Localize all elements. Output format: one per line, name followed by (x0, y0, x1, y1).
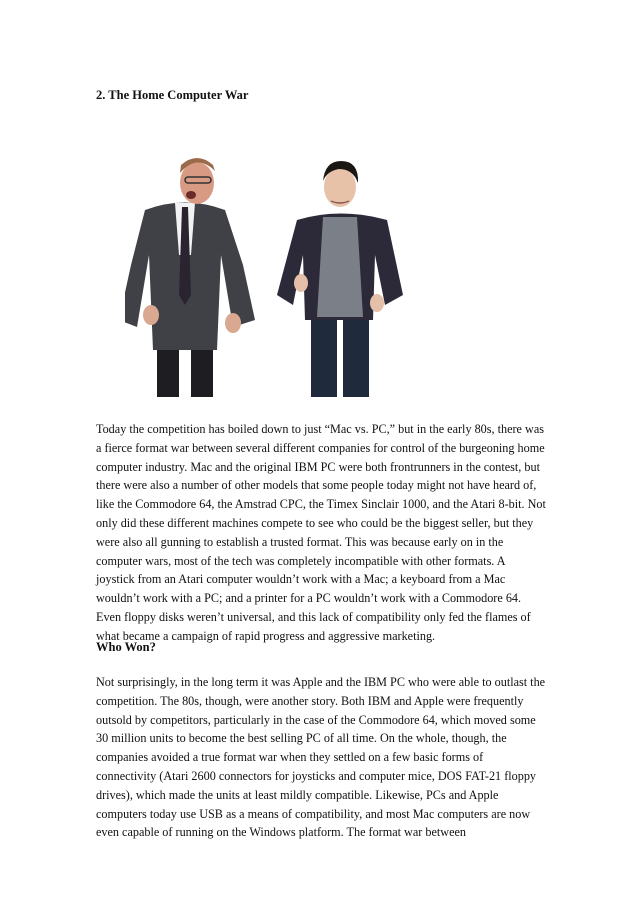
subsection-heading: Who Won? (96, 640, 156, 654)
paragraph-format-war: Today the competition has boiled down to just “Mac vs. PC,” but in the early 80s, there was a fierce format war between several different companies for control of the burgeoning home computer industry. Mac and the original IBM PC were both frontrunners in the contest, but there were also a number of other models that some people today might not have heard of, like the Commodore 64, the Amstrad CPC, the Timex Sinclair 1000, and the Atari 8-bit. Not only did these different machines compete to see who could be the biggest seller, but they were also all gunning to establish a trusted format. This was because early on in the computer wars, most of the tech was completely incompatible with other formats. A joystick from an Atari computer wouldn’t work with a Mac; a keyboard from a Mac wouldn’t work with a PC; and a printer for a PC wouldn’t work with a Commodore 64. Even floppy disks weren’t universal, and this lack of compatibility only fed the flames of what became a campaign of rapid progress and aggressive marketing. (96, 422, 546, 643)
paragraph-who-won: Not surprisingly, in the long term it was Apple and the IBM PC who were able to outlast the competition. The 80s, though, were another story. Both IBM and Apple were frequently outsold by competitors, particularly in the case of the Commodore 64, which moved some 30 million units to become the best selling PC of all time. On the whole, though, the companies avoided a true format war when they settled on a few basic forms of connectivity (Atari 2600 connectors for joysticks and computer mice, DOS FAT-21 floppy drives), which made the units at least mildly compatible. Likewise, PCs and Apple computers today use USB as a means of compatibility, and most Mac computers are now even capable of running on the Windows platform. The format war between (96, 675, 546, 840)
two-men-standing-photo (125, 145, 437, 397)
section-heading: 2. The Home Computer War (96, 88, 249, 102)
